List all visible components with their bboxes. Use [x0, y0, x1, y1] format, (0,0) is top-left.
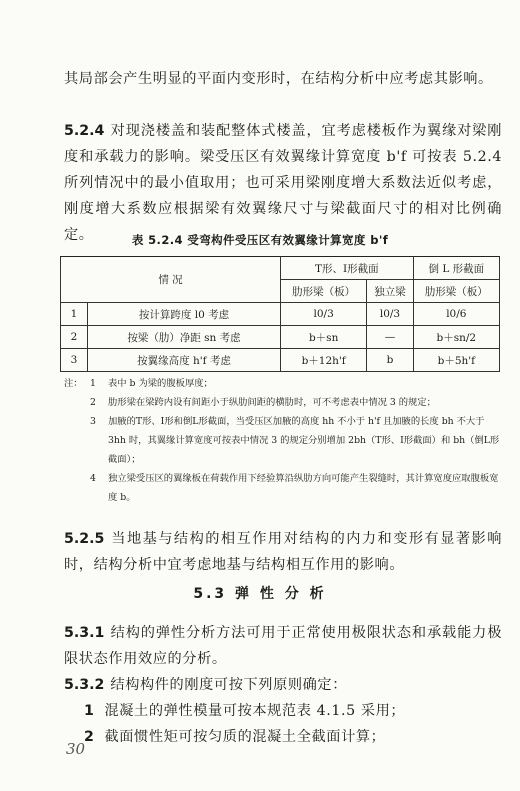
notes-label: 注： [64, 378, 83, 389]
clause-number: 5.2.5 [64, 531, 105, 547]
section-heading: 5.3 弹 性 分 析 [193, 586, 327, 602]
header-inverted-l: 倒 L 形截面 [413, 257, 499, 280]
header-ribbed-beam: 肋形梁（板） [280, 280, 366, 303]
clause-5-2-4 [64, 118, 502, 248]
list-item: 2 截面惯性矩可按匀质的混凝土全截面计算； [84, 729, 386, 745]
header-independent-beam: 独立梁 [367, 280, 413, 303]
note-item: 肋形梁在梁跨内设有间距小于纵肋间距的横肋时，可不考虑表中情况 3 的规定； [108, 397, 436, 408]
note-item: 加腋的T形、I形和倒L形截面，当受压区加腋的高度 hh 不小于 h'f 且加腋的长度 bh 不大于 3hh 时，其翼缘计算宽度可按表中情况 3 的规定分别增加 2bh（T形、I形截面）和 bh（倒L形截面）； [108, 416, 500, 465]
clause-number: 5.3.1 [64, 625, 105, 641]
clause-5-2-5 [64, 526, 502, 578]
table-row: 2 按梁（肋）净距 sn 考虑 b＋sn — b＋sn/2 [61, 326, 500, 349]
table-row: 1 按计算跨度 l0 考虑 l0/3 l0/3 l0/6 [61, 303, 500, 326]
header-case: 情 况 [61, 257, 281, 303]
table-notes: 注： 1 表中 b 为梁的腹板厚度； 2 肋形梁在梁跨内设有间距小于纵肋间距的横肋时，可不考虑表中情况 3 的规定； 3 加腋的T形、I形和倒L形截面，当受压区加腋的高度 hh 不小于 h'f 且加腋的长度 bh 不大于 3hh 时，其翼缘计算宽度可按表中情况 3 的规定分别增加 2bh（T形、I形截面）和 bh（倒L形截面）； 4 独立梁受压区的翼缘板在荷载作用下经验算沿纵肋方向可能产生裂缝时，其计算宽度应取腹板宽度 b。 [64, 374, 504, 507]
header-ribbed-beam-l: 肋形梁（板） [413, 280, 499, 303]
clause-text: 对现浇楼盖和装配整体式楼盖，宜考虑楼板作为翼缘对梁刚度和承载力的影响。梁受压区有效翼缘计算宽度 b'f 可按表 5.2.4 所列情况中的最小值取用；也可采用梁刚度增大系数法近似考虑，刚度增大系数应根据梁有效翼缘尺寸与梁截面尺寸的相对比例确定。 [64, 123, 502, 243]
note-item: 表中 b 为梁的腹板厚度； [108, 378, 213, 389]
clause-text: 结构的弹性分析方法可用于正常使用极限状态和承载能力极限状态作用效应的分析。 [64, 625, 502, 667]
clause-5-3-2 [64, 672, 502, 698]
list-item: 1 混凝土的弹性模量可按本规范表 4.1.5 采用； [84, 703, 406, 719]
intro-paragraph: 其局部会产生明显的平面内变形时，在结构分析中应考虑其影响。 [64, 71, 493, 87]
table-title: 表 5.2.4 受弯构件受压区有效翼缘计算宽度 b'f [131, 233, 389, 247]
page-number: 30 [66, 740, 86, 758]
header-t-section: T形、I形截面 [280, 257, 413, 280]
clause-5-3-1 [64, 620, 502, 672]
table-row: 3 按翼缘高度 h'f 考虑 b＋12h'f b b＋5h'f [61, 349, 500, 372]
clause-text: 结构构件的刚度可按下列原则确定： [110, 677, 348, 693]
clause-number: 5.3.2 [64, 677, 105, 693]
clause-text: 当地基与结构的相互作用对结构的内力和变形有显著影响时，结构分析中宜考虑地基与结构相互作用的影响。 [64, 531, 502, 573]
clause-number: 5.2.4 [64, 123, 105, 139]
note-item: 独立梁受压区的翼缘板在荷载作用下经验算沿纵肋方向可能产生裂缝时，其计算宽度应取腹板宽度 b。 [108, 473, 499, 503]
flange-width-table [60, 256, 500, 372]
